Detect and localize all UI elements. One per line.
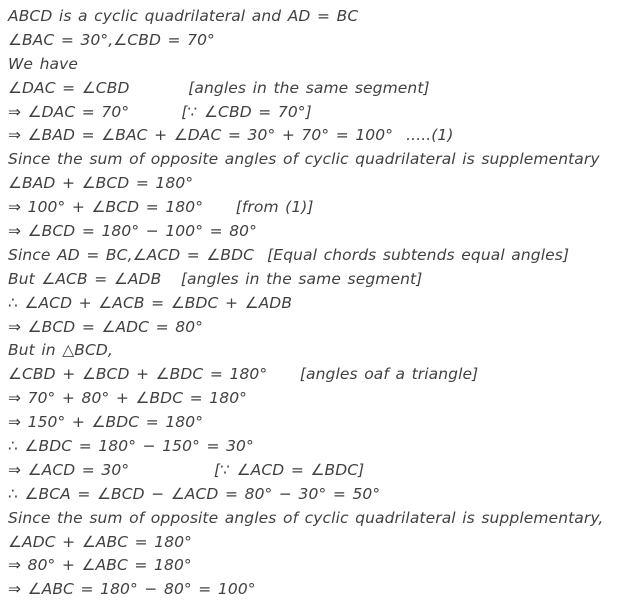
solution-line-equal-chords: Since AD = BC,∠ACD = ∠BDC [Equal chords subtends equal angles] <box>8 245 570 264</box>
solution-line-bad-100: ⇒ ∠BAD = ∠BAC + ∠DAC = 30° + 70° = 100° .....(1) <box>8 126 454 145</box>
solution-line-acd-plus-acb: ∴ ∠ACD + ∠ACB = ∠BDC + ∠ADB <box>8 293 293 312</box>
solution-line-dac-70: ⇒ ∠DAC = 70° [∵ ∠CBD = 70°] <box>8 102 312 121</box>
solution-line-100-plus-bcd: ⇒ 100° + ∠BCD = 180° [from (1)] <box>8 198 314 217</box>
solution-line-bca-50: ∴ ∠BCA = ∠BCD − ∠ACD = 80° − 30° = 50° <box>8 484 381 503</box>
solution-line-supplementary-2: Since the sum of opposite angles of cyclic quadrilateral is supplementary, <box>8 508 604 527</box>
solution-line-acb-eq-adb: But ∠ACB = ∠ADB [angles in the same segment] <box>8 269 423 288</box>
solution-line-given: ABCD is a cyclic quadrilateral and AD = BC <box>8 7 359 25</box>
solution-line-supplementary-1: Since the sum of opposite angles of cyclic quadrilateral is supplementary <box>8 150 600 169</box>
solution-line-but-in-triangle: But in △BCD, <box>8 341 113 360</box>
solution-line-bad-plus-bcd: ∠BAD + ∠BCD = 180° <box>8 174 194 193</box>
solution-line-we-have: We have <box>8 54 79 73</box>
solution-line-80-plus-abc: ⇒ 80° + ∠ABC = 180° <box>8 556 192 575</box>
solution-line-bdc-30: ∴ ∠BDC = 180° − 150° = 30° <box>8 437 254 456</box>
solution-line-150-bdc: ⇒ 150° + ∠BDC = 180° <box>8 413 204 432</box>
solution-line-triangle-sum: ∠CBD + ∠BCD + ∠BDC = 180° [angles oaf a triangle] <box>8 365 479 384</box>
solution-line-adc-plus-abc: ∠ADC + ∠ABC = 180° <box>8 532 193 551</box>
solution-line-acd-30: ⇒ ∠ACD = 30° [∵ ∠ACD = ∠BDC] <box>8 460 365 479</box>
solution-line-70-80-bdc: ⇒ 70° + 80° + ∠BDC = 180° <box>8 389 248 408</box>
solution-line-dac-eq-cbd: ∠DAC = ∠CBD [angles in the same segment] <box>8 78 430 97</box>
solution-line-abc-100: ⇒ ∠ABC = 180° − 80° = 100° <box>8 580 256 599</box>
solution-line-given-angles: ∠BAC = 30°,∠CBD = 70° <box>8 30 215 49</box>
solution-line-bcd-80: ⇒ ∠BCD = 180° − 100° = 80° <box>8 222 257 241</box>
solution-line-bcd-eq-adc: ⇒ ∠BCD = ∠ADC = 80° <box>8 317 204 336</box>
